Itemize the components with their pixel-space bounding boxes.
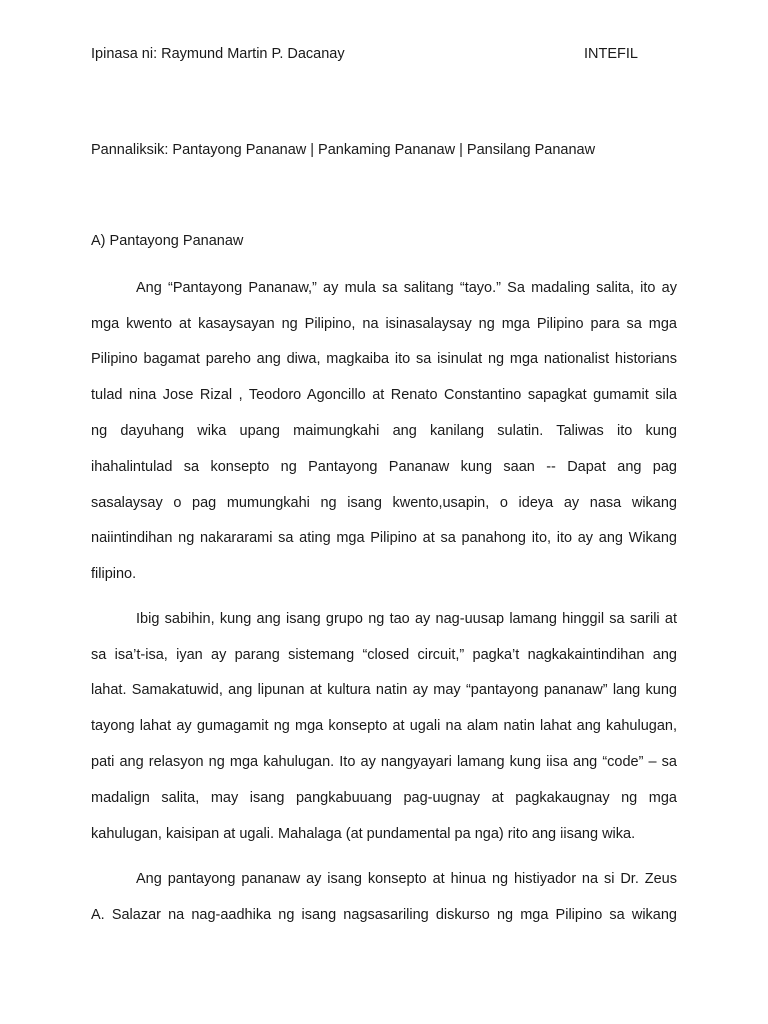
paragraph-line: Ang pantayong pananaw ay isang konsepto at hinua ng histiyador na si Dr. Zeus	[136, 871, 677, 887]
paragraph-line: Ang “Pantayong Pananaw,” ay mula sa salitang “tayo.” Sa madaling salita, ito ay	[136, 280, 677, 296]
paragraph-line: filipino.	[91, 566, 137, 582]
paragraph-line: lahat. Samakatuwid, ang lipunan at kultura natin ay may “pantayong pananaw” lang kung	[91, 682, 677, 698]
paragraph-line: sasalaysay o pag mumungkahi ng isang kwento,usapin, o ideya ay nasa wikang	[91, 495, 677, 511]
paragraph-line: ihahalintulad sa konsepto ng Pantayong Pananaw kung saan -- Dapat ang pag	[91, 459, 677, 475]
paragraph-line: A. Salazar na nag-aadhika ng isang nagsasariling diskurso ng mga Pilipino sa wikang	[91, 907, 677, 923]
submitted-by-header: Ipinasa ni: Raymund Martin P. Dacanay	[91, 46, 345, 62]
paragraph-line: Pilipino bagamat pareho ang diwa, magkaiba ito sa isinulat ng mga nationalist historians	[91, 351, 677, 367]
paragraph-line: pati ang relasyon ng mga kahulugan. Ito ay nangyayari lamang kung iisa ang “code” – sa	[91, 754, 677, 770]
paragraph-line: naiintindihan ng nakararami sa ating mga Pilipino at sa panahong ito, ito ay ang Wikang	[91, 530, 677, 546]
course-header: INTEFIL	[584, 46, 638, 62]
paragraph-line: sa isa’t-isa, iyan ay parang sistemang “closed circuit,” pagka’t nagkakaintindihan ang	[91, 647, 677, 663]
paragraph-line: tayong lahat ay gumagamit ng mga konsepto at ugali na alam natin lahat ang kahulugan,	[91, 718, 677, 734]
paragraph-line: mga kwento at kasaysayan ng Pilipino, na isinasalaysay ng mga Pilipino para sa mga	[91, 316, 677, 332]
paragraph-line: madalign salita, may isang pangkabuuang pag-uugnay at pagkakaugnay ng mga	[91, 790, 677, 806]
section-heading: A) Pantayong Pananaw	[91, 233, 244, 249]
paragraph-line: kahulugan, kaisipan at ugali. Mahalaga (at pundamental pa nga) rito ang iisang wika.	[91, 826, 636, 842]
paragraph-line: ng dayuhang wika upang maimungkahi ang kanilang sulatin. Taliwas ito kung	[91, 423, 677, 439]
paragraph-line: tulad nina Jose Rizal , Teodoro Agoncillo at Renato Constantino sapagkat gumamit sila	[91, 387, 677, 403]
paragraph-line: Ibig sabihin, kung ang isang grupo ng tao ay nag-uusap lamang hinggil sa sarili at	[136, 611, 677, 627]
research-title: Pannaliksik: Pantayong Pananaw | Pankaming Pananaw | Pansilang Pananaw	[91, 142, 596, 158]
